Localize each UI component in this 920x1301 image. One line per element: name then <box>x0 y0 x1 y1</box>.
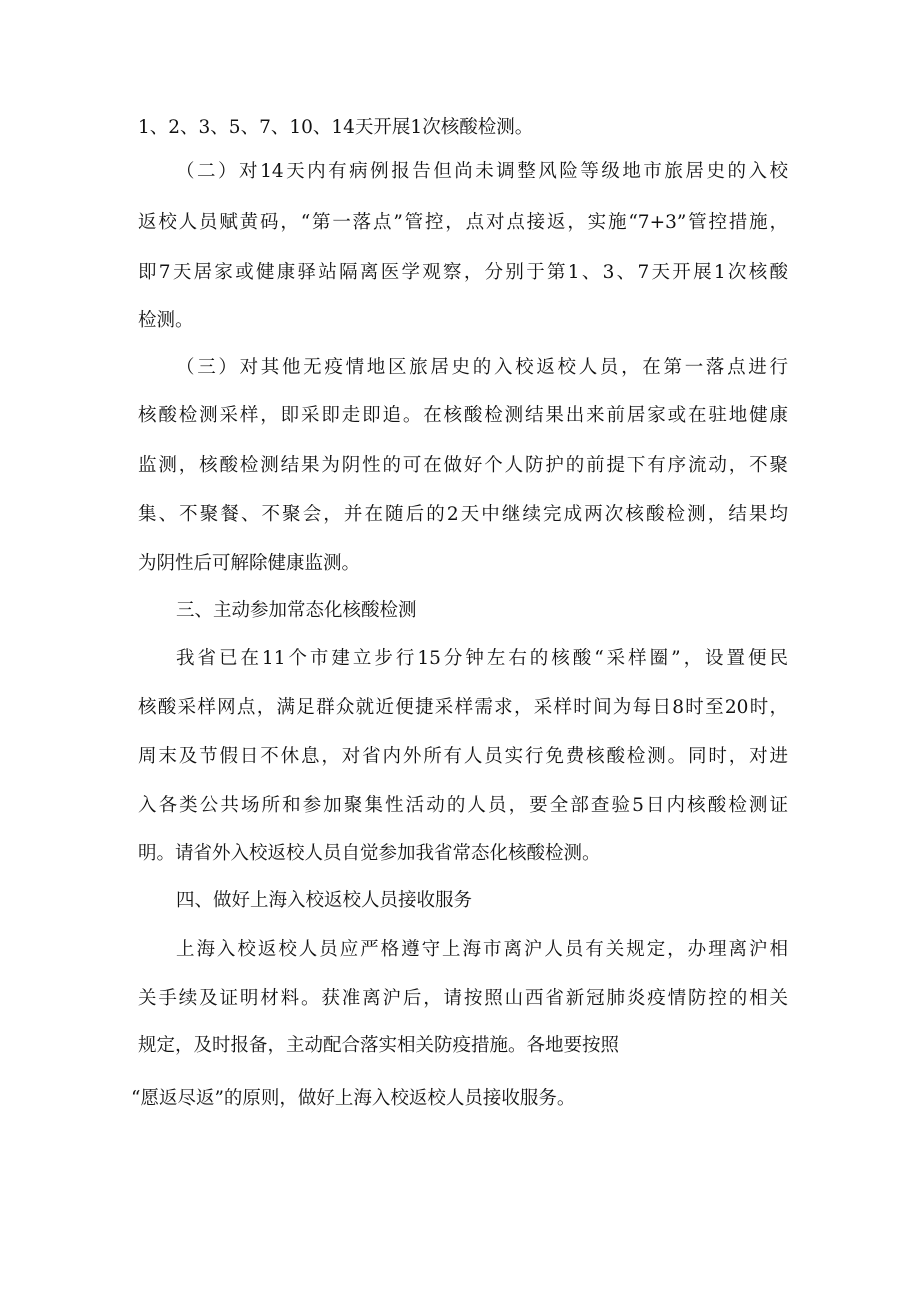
text-line: 检测。 <box>138 310 194 331</box>
text-line: 关手续及证明材料。获准离沪后，请按照山西省新冠肺炎疫情防控的相关 <box>138 988 788 1009</box>
text-line: 明。请省外入校返校人员自觉参加我省常态化核酸检测。 <box>138 843 601 864</box>
paragraph-start-line: （二）对14天内有病例报告但尚未调整风险等级地市旅居史的入校 <box>176 161 788 182</box>
text-line: 即7天居家或健康驿站隔离医学观察，分别于第1、3、7天开展1次核酸 <box>138 262 788 283</box>
text-line: “愿返尽返”的原则，做好上海入校返校人员接收服务。 <box>131 1088 576 1109</box>
text-line: 监测，核酸检测结果为阴性的可在做好个人防护的前提下有序流动，不聚 <box>138 455 788 476</box>
text-line: 集、不聚餐、不聚会，并在随后的2天中继续完成两次核酸检测，结果均 <box>138 504 788 525</box>
text-line: 周末及节假日不休息，对省内外所有人员实行免费核酸检测。同时，对进 <box>138 746 788 767</box>
text-line: 为阴性后可解除健康监测。 <box>138 553 361 574</box>
text-line: 规定，及时报备，主动配合落实相关防疫措施。各地要按照 <box>138 1035 620 1056</box>
paragraph-start-line: 我省已在11个市建立步行15分钟左右的核酸“采样圈”，设置便民 <box>176 648 788 669</box>
text-line: 1、2、3、5、7、10、14天开展1次核酸检测。 <box>138 117 534 138</box>
section-heading: 四、做好上海入校返校人员接收服务 <box>176 890 473 911</box>
text-line: 返校人员赋黄码，“第一落点”管控，点对点接返，实施“7+3”管控措施， <box>138 212 788 233</box>
section-heading: 三、主动参加常态化核酸检测 <box>176 600 417 621</box>
text-line: 核酸采样网点，满足群众就近便捷采样需求，采样时间为每日8时至20时， <box>138 697 788 718</box>
text-line: 核酸检测采样，即采即走即追。在核酸检测结果出来前居家或在驻地健康 <box>138 405 788 426</box>
paragraph-start-line: 上海入校返校人员应严格遵守上海市离沪人员有关规定，办理离沪相 <box>176 939 788 960</box>
text-line: 入各类公共场所和参加聚集性活动的人员，要全部查验5日内核酸检测证 <box>138 795 788 816</box>
paragraph-start-line: （三）对其他无疫情地区旅居史的入校返校人员，在第一落点进行 <box>176 357 788 378</box>
